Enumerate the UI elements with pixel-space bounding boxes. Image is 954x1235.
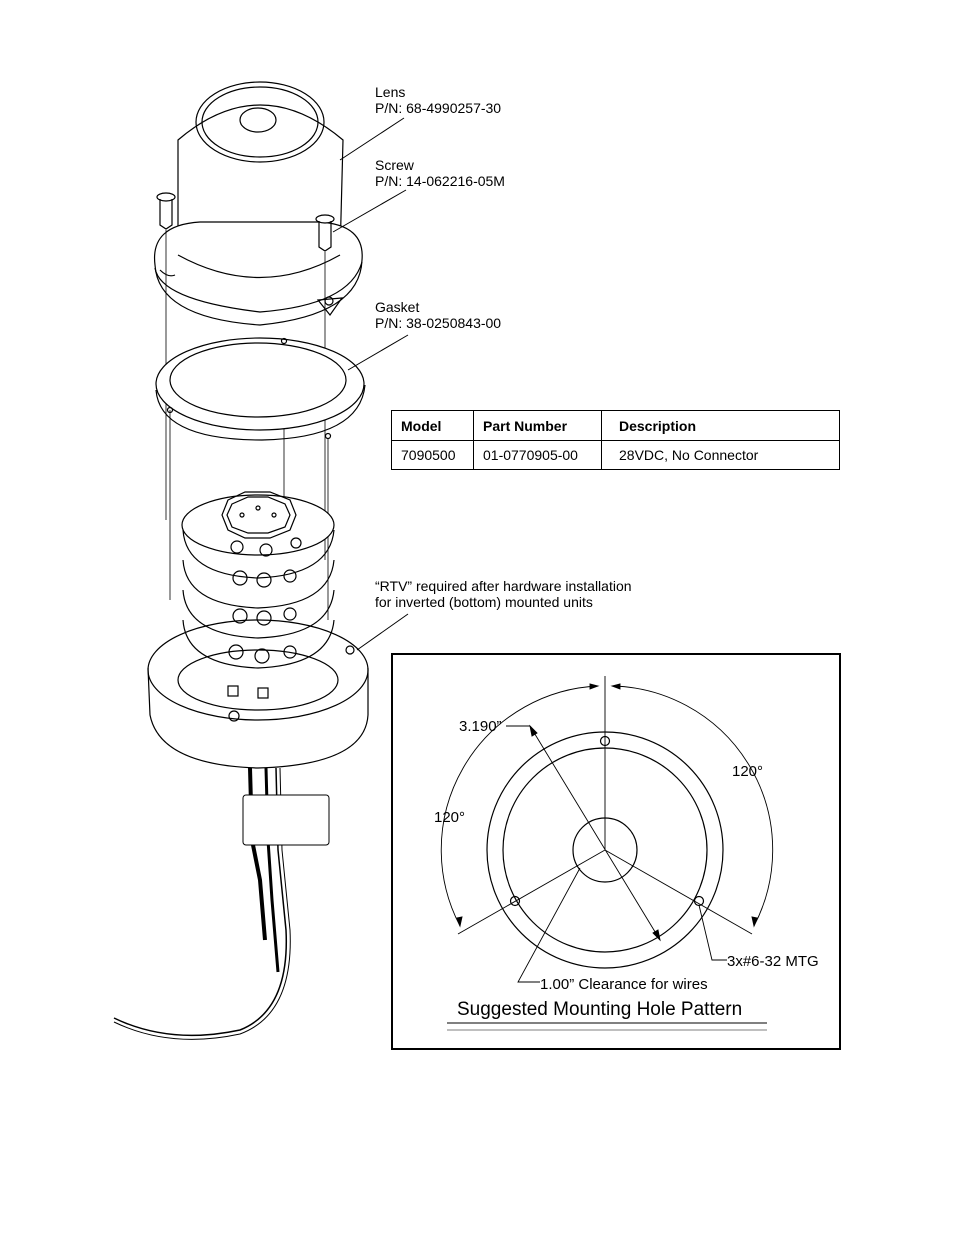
lens-part-number: P/N: 68-4990257-30 (375, 100, 502, 116)
holes-label: 3x#6-32 MTG (727, 953, 819, 970)
gasket-label: Gasket (375, 299, 420, 315)
angle-left-label: 120° (434, 809, 466, 826)
lens-label: Lens (375, 84, 406, 100)
holes-leader (699, 905, 727, 960)
header-model: Model (392, 411, 474, 441)
screw-part-number: P/N: 14-062216-05M (375, 173, 505, 189)
header-description: Description (602, 411, 840, 441)
clearance-label: 1.00” Clearance for wires (540, 976, 708, 993)
diameter-dimension-line (530, 726, 660, 940)
rtv-line-1: “RTV” required after hardware installation (375, 578, 632, 594)
mounting-pattern-title: Suggested Mounting Hole Pattern (457, 999, 743, 1020)
cell-part-number: 01-0770905-00 (474, 441, 602, 470)
diameter-arrow-top (530, 726, 537, 736)
rtv-line-2: for inverted (bottom) mounted units (375, 594, 593, 610)
angle-right-label: 120° (732, 763, 764, 780)
diameter-label: 3.190” (459, 718, 502, 735)
angle-arc-right (612, 686, 773, 926)
gasket-part-number: P/N: 38-0250843-00 (375, 315, 502, 331)
screw-label: Screw (375, 157, 414, 173)
header-part-number: Part Number (474, 411, 602, 441)
cell-model: 7090500 (392, 441, 474, 470)
cell-description: 28VDC, No Connector (602, 441, 840, 470)
clearance-leader (518, 868, 580, 982)
